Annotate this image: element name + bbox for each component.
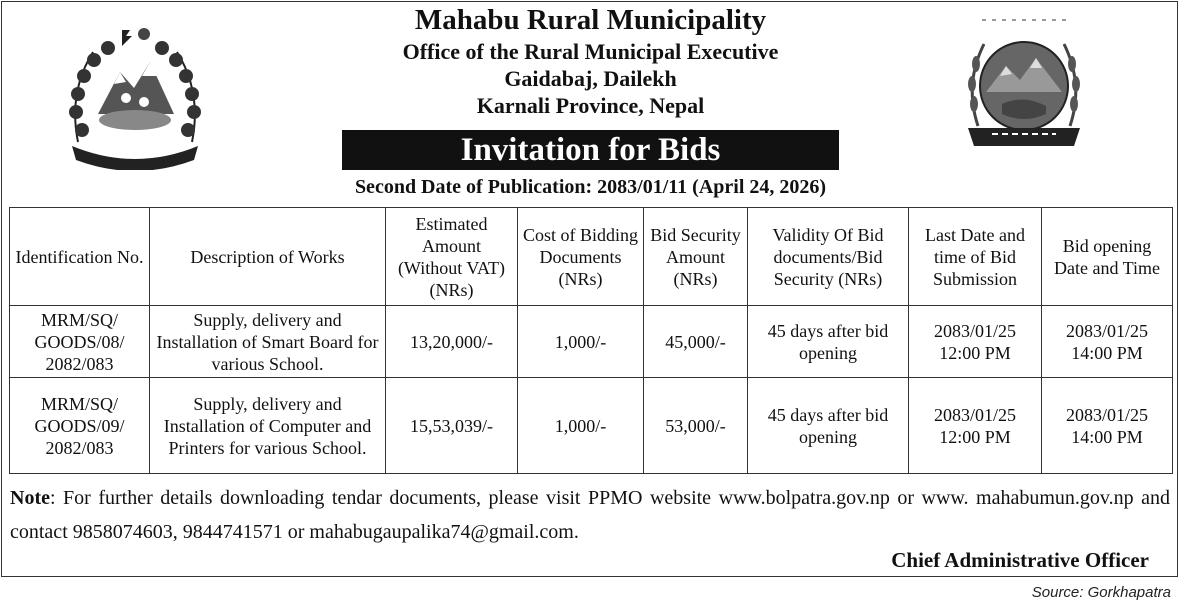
col-description: Description of Works	[150, 208, 386, 306]
publication-date: Second Date of Publication: 2083/01/11 (April 24, 2026)	[354, 176, 827, 198]
cell-estimated-amount: 13,20,000/-	[386, 306, 518, 378]
cell-bid-security: 53,000/-	[644, 378, 748, 474]
note-paragraph	[10, 481, 1170, 549]
note-text: : For further details downloading tendar documents, please visit PPMO website www.bolpatra.gov.np or www. mahabumun.gov.np and contact 9858074603, 9844741571 or mahabugaupalika74@gmail.com.	[10, 487, 1170, 543]
col-validity: Validity Of Bid documents/Bid Security (NRs)	[748, 208, 909, 306]
cell-submission: 2083/01/25 12:00 PM	[909, 306, 1042, 378]
cell-opening: 2083/01/25 14:00 PM	[1042, 306, 1173, 378]
signatory: Chief Administrative Officer	[891, 548, 1149, 572]
cell-validity: 45 days after bid opening	[748, 306, 909, 378]
bid-table	[9, 207, 1173, 474]
cell-id: MRM/SQ/ GOODS/09/ 2082/083	[10, 378, 150, 474]
cell-submission: 2083/01/25 12:00 PM	[909, 378, 1042, 474]
cell-description: Supply, delivery and Installation of Smart Board for various School.	[150, 306, 386, 378]
col-bid-security: Bid Security Amount (NRs)	[644, 208, 748, 306]
table-row	[10, 306, 1173, 378]
col-estimated-amount: Estimated Amount (Without VAT) (NRs)	[386, 208, 518, 306]
invitation-banner: Invitation for Bids	[342, 130, 839, 170]
table-row	[10, 378, 1173, 474]
cell-bid-security: 45,000/-	[644, 306, 748, 378]
office-location: Gaidabaj, Dailekh	[504, 66, 677, 91]
col-document-cost: Cost of Bidding Documents (NRs)	[518, 208, 644, 306]
cell-estimated-amount: 15,53,039/-	[386, 378, 518, 474]
col-identification: Identification No.	[10, 208, 150, 306]
cell-document-cost: 1,000/-	[518, 378, 644, 474]
province-name: Karnali Province, Nepal	[476, 93, 705, 118]
office-name: Office of the Rural Municipal Executive	[402, 39, 779, 64]
col-opening: Bid opening Date and Time	[1042, 208, 1173, 306]
table-header-row	[10, 208, 1173, 306]
cell-validity: 45 days after bid opening	[748, 378, 909, 474]
source-credit: Source: Gorkhapatra	[1031, 584, 1171, 601]
col-submission: Last Date and time of Bid Submission	[909, 208, 1042, 306]
cell-document-cost: 1,000/-	[518, 306, 644, 378]
cell-id: MRM/SQ/ GOODS/08/ 2082/083	[10, 306, 150, 378]
cell-description: Supply, delivery and Installation of Computer and Printers for various School.	[150, 378, 386, 474]
note-label: Note	[10, 487, 50, 509]
cell-opening: 2083/01/25 14:00 PM	[1042, 378, 1173, 474]
municipality-name: Mahabu Rural Municipality	[414, 4, 767, 36]
